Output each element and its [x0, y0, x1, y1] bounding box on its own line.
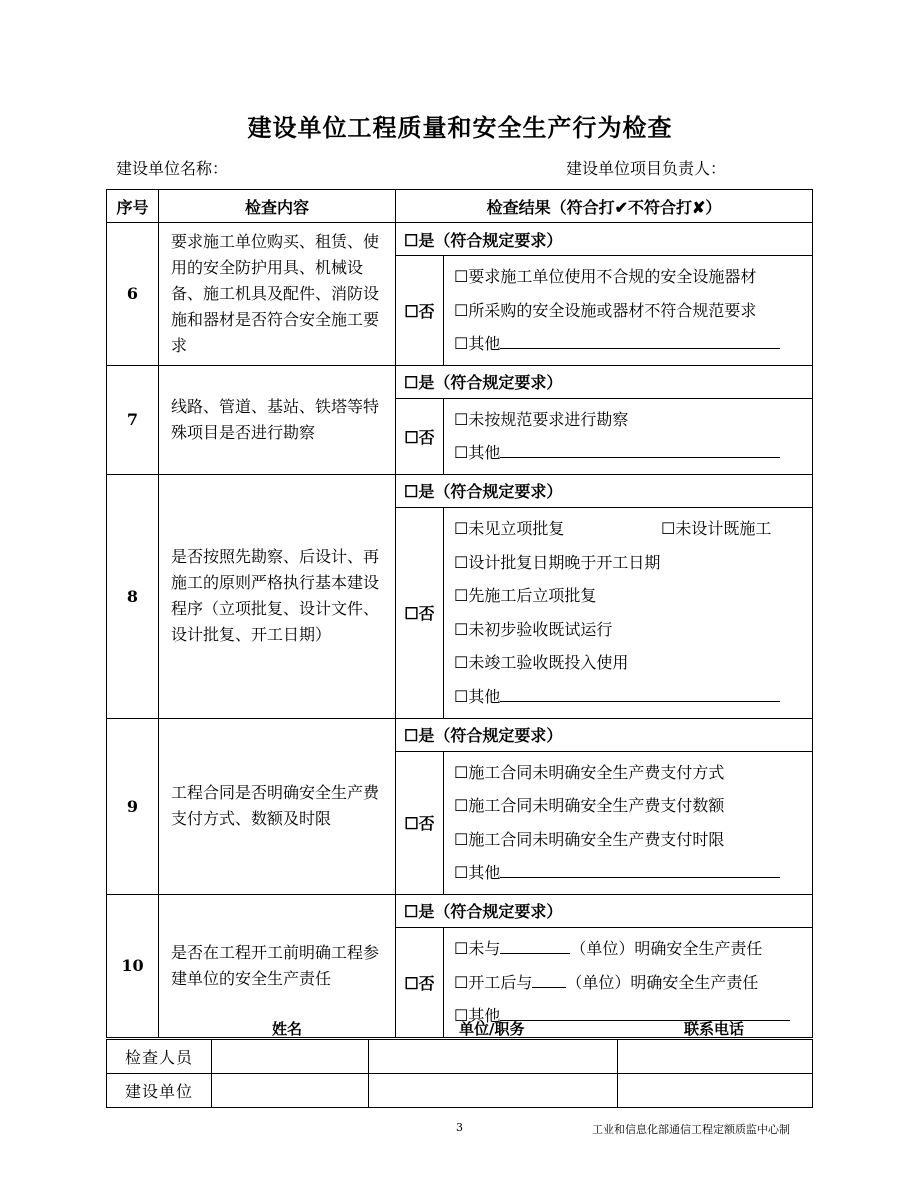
other-label: ☐其他 — [454, 443, 501, 463]
inspector-unit-field[interactable] — [369, 1040, 618, 1074]
option-label-post: （单位）明确安全生产责任 — [570, 938, 763, 958]
inspector-phone-field[interactable] — [618, 1040, 813, 1074]
other-label: ☐其他 — [454, 334, 501, 354]
builder-name-field[interactable] — [212, 1074, 369, 1108]
inspector-name-field[interactable] — [212, 1040, 369, 1074]
table-row — [107, 718, 813, 751]
option-checkbox[interactable]: ☐要求施工单位使用不合规的安全设施器材 — [454, 267, 757, 286]
check-content: 是否按照先勘察、后设计、再施工的原则严格执行基本建设程序（立项批复、设计文件、设计批复、开工日期） — [159, 474, 396, 718]
no-checkbox[interactable]: ☐否 — [396, 398, 444, 474]
row-number: 6 — [107, 223, 159, 366]
option-checkbox[interactable]: ☐未竣工验收既投入使用 — [454, 653, 629, 673]
no-checkbox[interactable]: ☐否 — [396, 507, 444, 718]
header-result: 检查结果（符合打✔不符合打✘） — [396, 190, 813, 223]
table-row — [107, 365, 813, 398]
option-checkbox[interactable]: ☐施工合同未明确安全生产费支付方式 — [454, 762, 725, 782]
option-checkbox[interactable]: ☐先施工后立项批复 — [454, 586, 597, 606]
other-blank[interactable] — [500, 441, 780, 458]
no-checkbox[interactable]: ☐否 — [396, 751, 444, 894]
option-label-pre: ☐开工后与 — [454, 972, 533, 992]
project-lead-label: 建设单位项目负责人： — [566, 159, 727, 178]
no-checkbox[interactable]: ☐否 — [396, 256, 444, 366]
builder-label: 建设单位 — [107, 1074, 212, 1108]
page-number: 3 — [456, 1121, 463, 1134]
unit-name-label: 建设单位名称： — [116, 159, 229, 178]
other-option[interactable] — [454, 680, 812, 714]
header-seq: 序号 — [107, 190, 159, 223]
row-number: 8 — [107, 474, 159, 718]
option-checkbox[interactable]: ☐未初步验收既试运行 — [454, 619, 613, 639]
header-content: 检查内容 — [159, 190, 396, 223]
table-row — [107, 894, 813, 927]
option-checkbox[interactable]: ☐施工合同未明确安全生产费支付数额 — [454, 796, 725, 816]
builder-phone-field[interactable] — [618, 1074, 813, 1108]
table-row — [107, 474, 813, 507]
check-content: 工程合同是否明确安全生产费支付方式、数额及时限 — [159, 718, 396, 894]
table-header-row — [107, 190, 813, 223]
table-row — [107, 223, 813, 256]
option-checkbox[interactable] — [454, 932, 812, 966]
option-checkbox[interactable] — [454, 966, 812, 1000]
other-option[interactable] — [454, 436, 812, 470]
option-pair — [454, 512, 812, 546]
yes-checkbox[interactable]: ☐是（符合规定要求） — [396, 223, 813, 256]
other-option[interactable] — [454, 327, 812, 361]
options-cell — [444, 751, 813, 894]
signoff-row — [107, 1040, 813, 1074]
unit-blank[interactable] — [500, 937, 570, 954]
option-label-pre: ☐未与 — [454, 938, 501, 958]
option-checkbox[interactable]: ☐施工合同未明确安全生产费支付时限 — [454, 829, 725, 849]
option-checkbox[interactable]: ☐未按规范要求进行勘察 — [454, 409, 629, 429]
builder-unit-field[interactable] — [369, 1074, 618, 1108]
other-blank[interactable] — [500, 685, 780, 702]
options-cell — [444, 398, 813, 474]
option-checkbox[interactable]: ☐未见立项批复 — [454, 518, 565, 538]
row-number: 10 — [107, 894, 159, 1037]
check-content: 线路、管道、基站、铁塔等特殊项目是否进行勘察 — [159, 365, 396, 474]
option-checkbox[interactable]: ☐设计批复日期晚于开工日期 — [454, 552, 661, 572]
option-label-post: （单位）明确安全生产责任 — [566, 972, 759, 992]
yes-checkbox[interactable]: ☐是（符合规定要求） — [396, 474, 813, 507]
other-option[interactable] — [454, 856, 812, 890]
yes-checkbox[interactable]: ☐是（符合规定要求） — [396, 365, 813, 398]
inspector-label: 检查人员 — [107, 1040, 212, 1074]
row-number: 9 — [107, 718, 159, 894]
options-cell — [444, 256, 813, 366]
check-content: 是否在工程开工前明确工程参建单位的安全生产责任 — [159, 894, 396, 1037]
yes-checkbox[interactable]: ☐是（符合规定要求） — [396, 718, 813, 751]
other-label: ☐其他 — [454, 686, 501, 706]
no-checkbox[interactable]: ☐否 — [396, 927, 444, 1037]
option-checkbox[interactable]: ☐所采购的安全设施或器材不符合规范要求 — [454, 300, 757, 320]
col-phone-heading: 联系电话 — [684, 1020, 745, 1038]
other-blank[interactable] — [500, 1004, 790, 1021]
option-checkbox[interactable]: ☐未设计既施工 — [661, 518, 772, 538]
col-unit-heading: 单位/职务 — [459, 1020, 525, 1038]
signoff-row — [107, 1074, 813, 1108]
check-content: 要求施工单位购买、租赁、使用的安全防护用具、机械设备、施工机具及配件、消防设施和器材是否符合安全施工要求 — [159, 223, 396, 366]
footer-org: 工业和信息化部通信工程定额质监中心制 — [592, 1123, 790, 1136]
other-label: ☐其他 — [454, 863, 501, 883]
other-label: ☐其他 — [454, 1006, 501, 1026]
page-title: 建设单位工程质量和安全生产行为检查 — [247, 113, 673, 142]
other-blank[interactable] — [500, 332, 780, 349]
col-name-heading: 姓名 — [272, 1020, 303, 1038]
inspection-table — [106, 189, 813, 1038]
unit-blank[interactable] — [532, 971, 566, 988]
row-number: 7 — [107, 365, 159, 474]
options-cell — [444, 507, 813, 718]
yes-checkbox[interactable]: ☐是（符合规定要求） — [396, 894, 813, 927]
other-blank[interactable] — [500, 861, 780, 878]
signoff-table — [106, 1039, 813, 1108]
